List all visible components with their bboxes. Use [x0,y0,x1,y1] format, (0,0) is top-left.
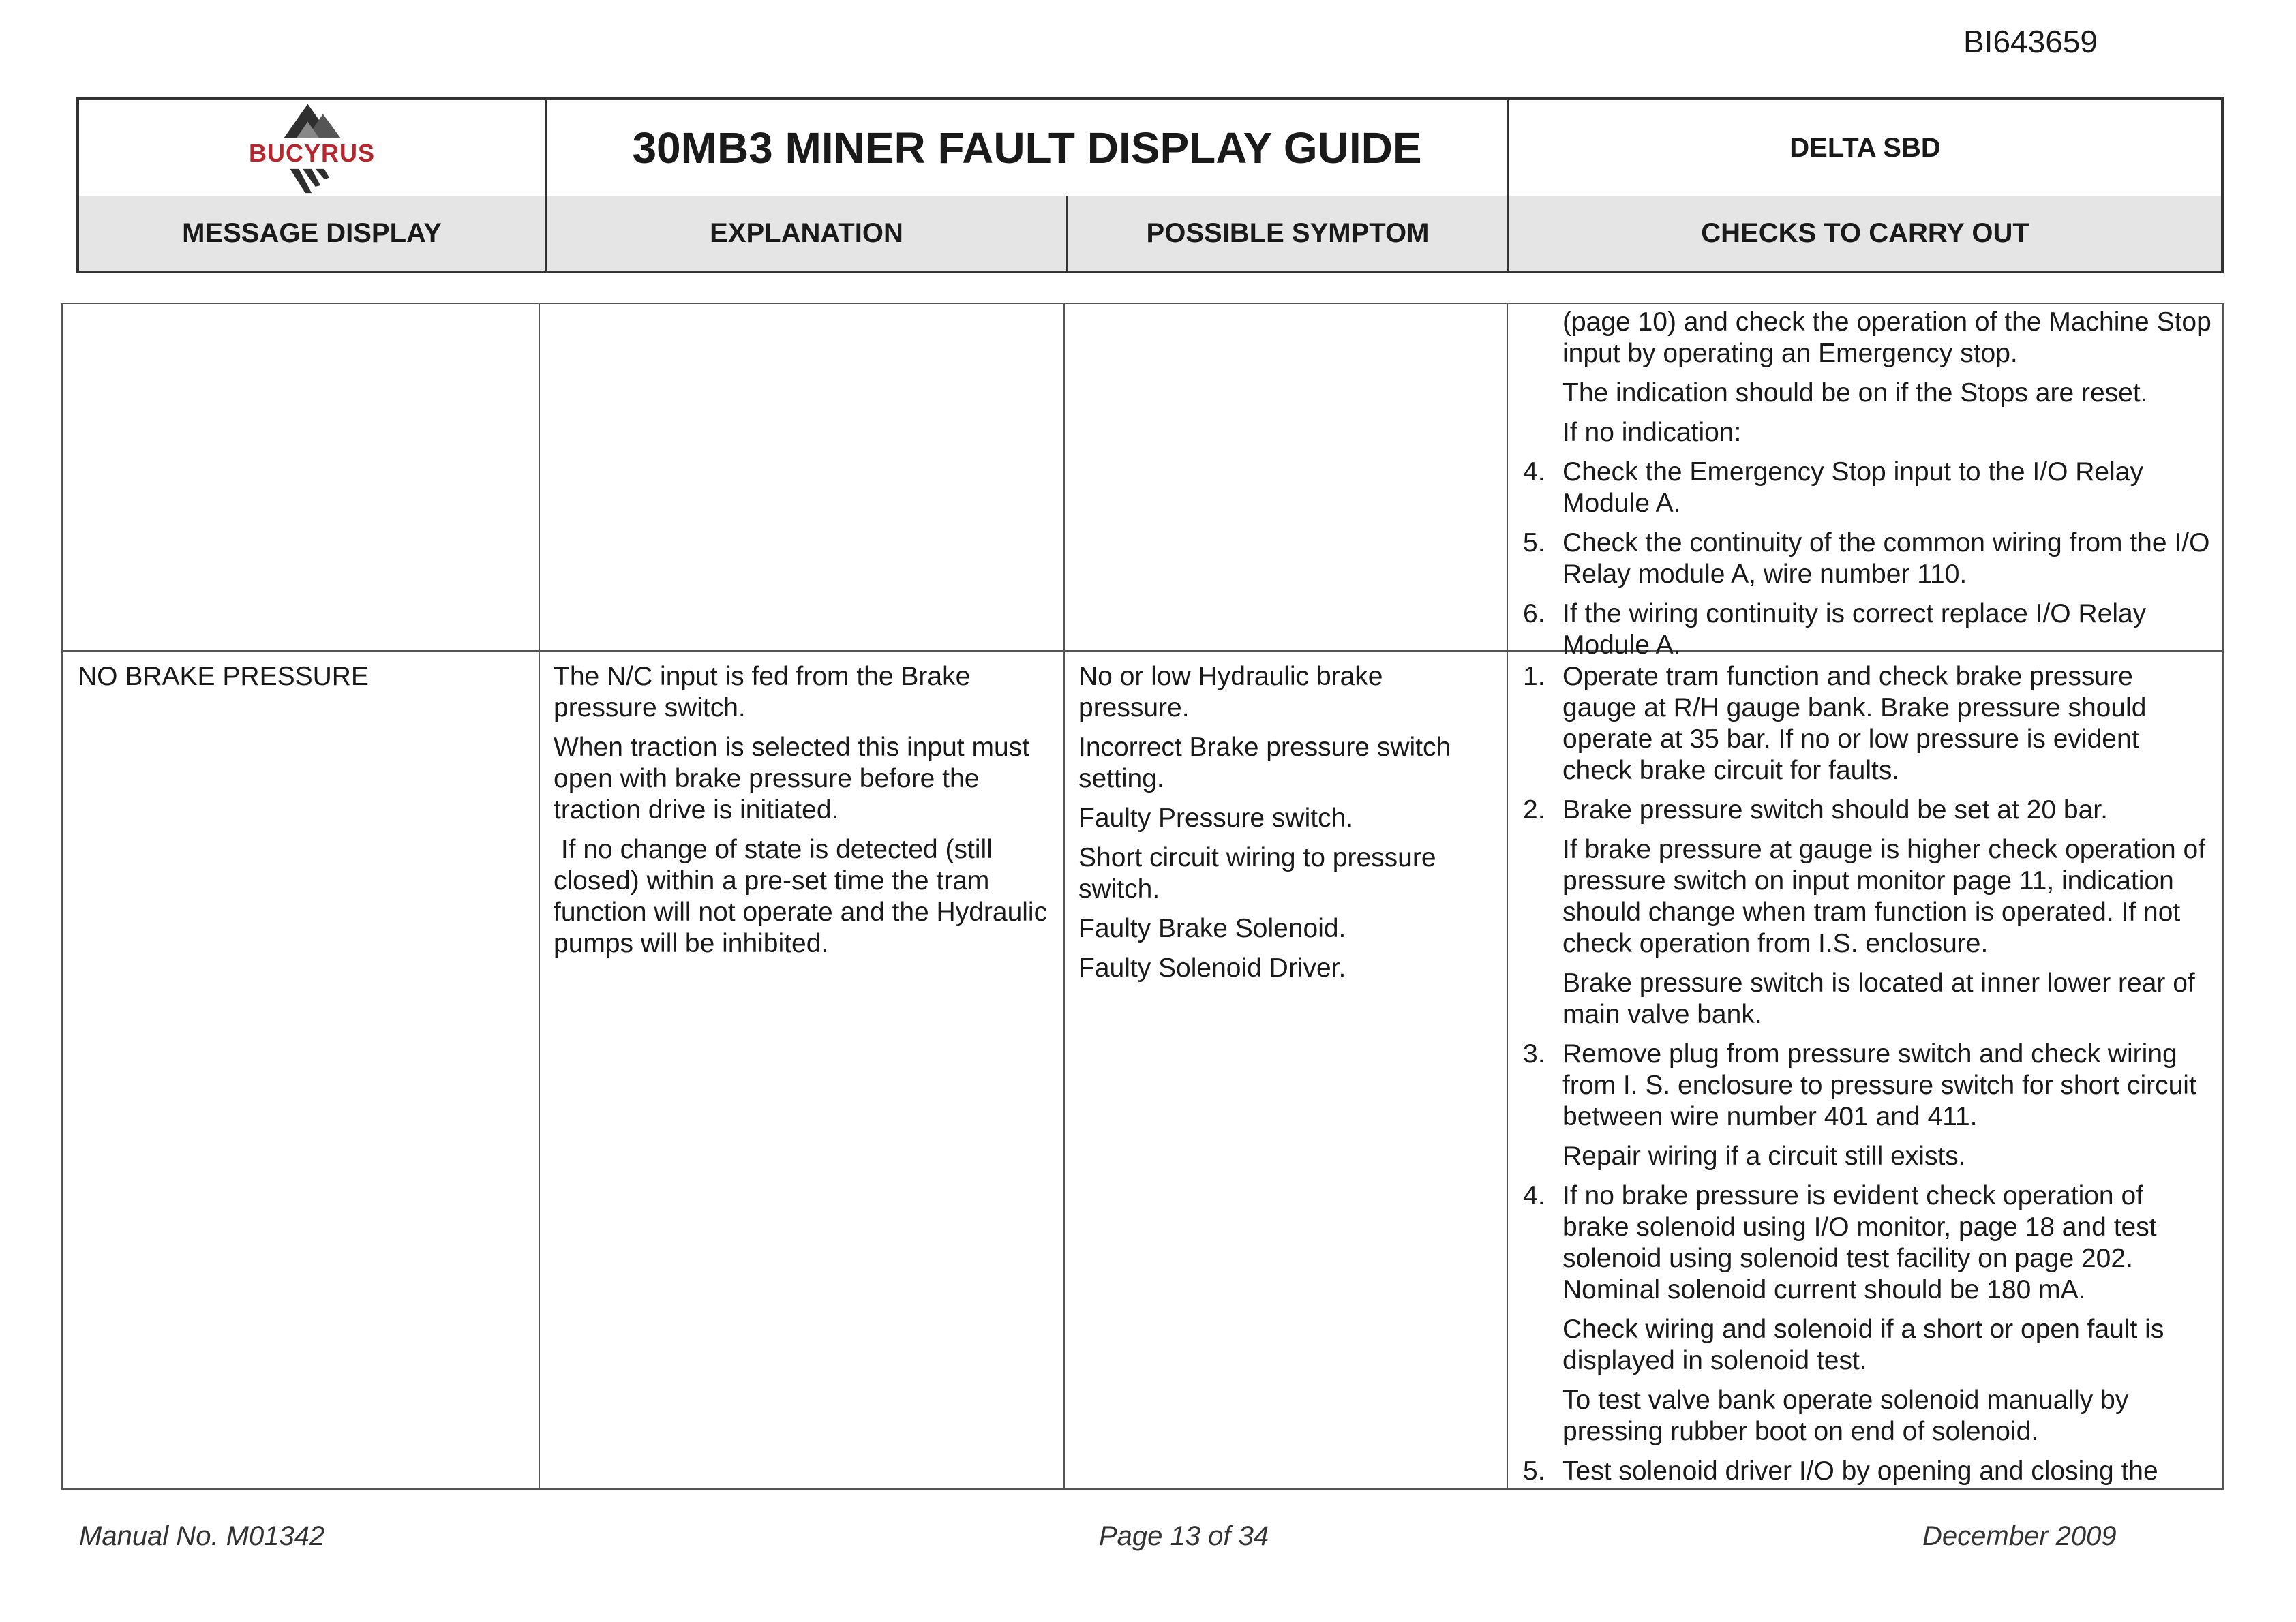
check-text: Remove plug from pressure switch and check wiring from I. S. enclosure to pressure switch for short circuit between wire number 401 and 411. [1562,1039,2196,1131]
header-right-label: DELTA SBD [1789,132,1941,163]
list-item [1523,1456,2211,1487]
column-headers [79,196,2221,271]
message-text: NO BRAKE PRESSURE [78,662,369,691]
check-text: Check wiring and solenoid if a short or open fault is displayed in solenoid test. [1562,1315,2164,1375]
logo-stripes-icon [282,168,343,196]
symptom-text: Incorrect Brake pressure switch setting. [1078,733,1451,793]
list-item [1523,1385,2211,1448]
list-item [1523,1039,2211,1133]
header-title-row [79,100,2221,198]
check-text: Brake pressure switch is located at inner lower rear of main valve bank. [1562,968,2195,1029]
column-header-explanation: EXPLANATION [547,196,1068,271]
footer-date: December 2009 [1922,1521,2117,1551]
column-divider [539,304,540,1488]
check-text: The indication should be on if the Stops are reset. [1562,378,2148,408]
document-title: 30MB3 MINER FAULT DISPLAY GUIDE [547,100,1509,196]
explanation-text: When traction is selected this input must open with brake pressure before the traction drive is initiated. [554,733,1029,825]
list-item [1523,527,2211,590]
check-text: Check the continuity of the common wiring from the I/O Relay module A, wire number 110. [1562,528,2210,589]
check-text: If no indication: [1562,418,1742,447]
symptom-text: No or low Hydraulic brake pressure. [1078,662,1383,722]
column-header-symptom: POSSIBLE SYMPTOM [1068,196,1509,271]
check-number: 1. [1523,662,1545,691]
row2-checks [1523,661,2211,1495]
fault-table [61,303,2224,1490]
column-divider [1507,304,1508,1488]
check-text: If brake pressure at gauge is higher check operation of pressure switch on input monitor page 11, indication should change when tram function is operated. If not check operation from I.S. enclosure. [1562,835,2206,958]
check-number: 3. [1523,1039,1545,1069]
footer-manual-number: Manual No. M01342 [79,1521,325,1551]
symptom-text: Short circuit wiring to pressure switch. [1078,843,1436,904]
check-text: Repair wiring if a circuit still exists. [1562,1142,1966,1171]
check-text: Brake pressure switch should be set at 20 bar. [1562,795,2108,825]
list-item [1523,834,2211,960]
column-divider [1063,304,1065,1488]
list-item [1523,795,2211,826]
list-item [1523,307,2211,369]
list-item [1523,598,2211,661]
check-number: 4. [1523,1181,1545,1210]
logo-text: BUCYRUS [248,139,375,168]
check-text: Check the Emergency Stop input to the I/O Relay Module A. [1562,457,2143,518]
column-header-checks: CHECKS TO CARRY OUT [1701,217,2029,248]
check-text: If the wiring continuity is correct replace I/O Relay Module A. [1562,599,2147,660]
check-text: To test valve bank operate solenoid manually by pressing rubber boot on end of solenoid. [1562,1386,2129,1446]
check-number: 5. [1523,528,1545,557]
check-number: 5. [1523,1456,1545,1486]
check-number: 2. [1523,795,1545,825]
list-item [1523,1180,2211,1306]
mountain-logo-icon [261,100,363,143]
symptom-text: Faulty Brake Solenoid. [1078,914,1346,943]
check-text: Test solenoid driver I/O by opening and closing the [1562,1456,2158,1486]
symptom-text: Faulty Pressure switch. [1078,804,1354,833]
explanation-text: If no change of state is detected (still closed) within a pre-set time the tram function will not operate and the Hydraulic pumps will be inhibited. [554,835,1055,958]
column-header-message: MESSAGE DISPLAY [79,196,547,271]
symptom-text: Faulty Solenoid Driver. [1078,953,1346,983]
explanation-text: The N/C input is fed from the Brake pressure switch. [554,662,971,722]
check-text: (page 10) and check the operation of the Machine Stop input by operating an Emergency stop. [1562,307,2211,368]
row1-checks [1523,307,2211,669]
list-item [1523,1141,2211,1172]
check-text: Operate tram function and check brake pressure gauge at R/H gauge bank. Brake pressure should operate at 35 bar. If no or low pressure is evident check brake circuit for faults. [1562,662,2147,785]
message-display-cell [78,661,528,701]
symptom-cell [1078,661,1498,992]
list-item [1523,378,2211,409]
page-header [76,97,2224,273]
check-text: If no brake pressure is evident check operation of brake solenoid using I/O monitor, page 18 and test solenoid using solenoid test facility on page 202. Nominal solenoid current should be 180 mA. [1562,1181,2157,1304]
bucyrus-logo [79,100,547,196]
footer-page-number: Page 13 of 34 [1099,1521,1269,1551]
explanation-cell [554,661,1055,968]
list-item [1523,1314,2211,1377]
list-item [1523,417,2211,448]
list-item [1523,457,2211,519]
check-number: 6. [1523,599,1545,628]
list-item [1523,661,2211,786]
document-id: BI643659 [1963,24,2098,59]
list-item [1523,968,2211,1030]
check-number: 4. [1523,457,1545,487]
